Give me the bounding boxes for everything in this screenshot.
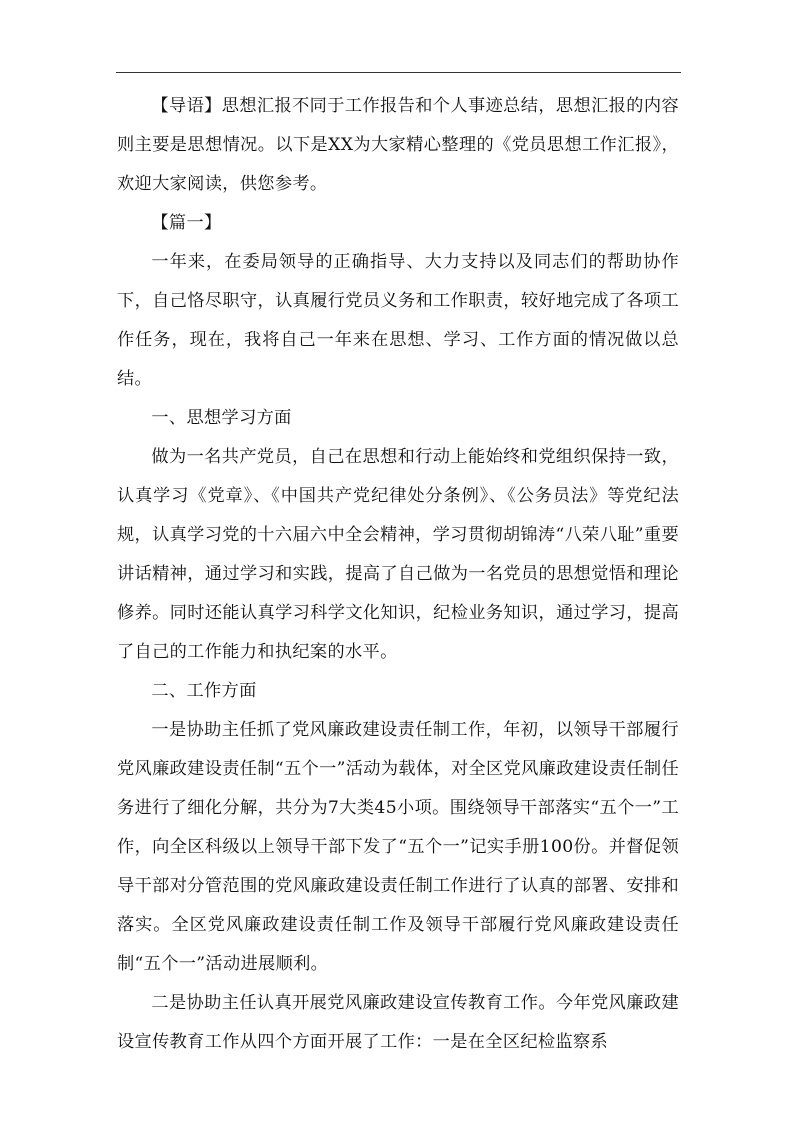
section-heading-work: 二、工作方面 bbox=[151, 681, 257, 701]
work-paragraph-one: 一是协助主任抓了党风廉政建设责任制工作，年初，以领导干部履行党风廉政建设责任制“五个一”活动为载体，对全区党风廉政建设责任制任务进行了细化分解，共分为7大类45小项。围绕领导干部落实“五个一”工作，向全区科级以上领导干部下发了“五个一”记实手册100份。并督促领导干部对分管范围的党风廉政建设责任制工作进行了认真的部署、安排和落实。全区党风廉政建设责任制工作及领导干部履行党风廉政建设责任制“五个一”活动进展顺利。 bbox=[117, 720, 679, 974]
section-heading-part-one: 【篇一】 bbox=[151, 213, 222, 233]
thought-study-paragraph: 做为一名共产党员，自己在思想和行动上能始终和党组织保持一致，认真学习《党章》、《中国共产党纪律处分条例》、《公务员法》等党纪法规，认真学习党的十六届六中全会精神，学习贯彻胡锦涛“八荣八耻”重要讲话精神，通过学习和实践，提高了自己做为一名党员的思想觉悟和理论修养。同时还能认真学习科学文化知识，纪检业务知识，通过学习，提高了自己的工作能力和执纪案的水平。 bbox=[117, 447, 679, 662]
work-paragraph-two: 二是协助主任认真开展党风廉政建设宣传教育工作。今年党风廉政建设宣传教育工作从四个方面开展了工作：一是在全区纪检监察系 bbox=[117, 993, 679, 1052]
summary-paragraph: 一年来，在委局领导的正确指导、大力支持以及同志们的帮助协作下，自己恪尽职守，认真履行党员义务和工作职责，较好地完成了各项工作任务，现在，我将自己一年来在思想、学习、工作方面的情况做以总结。 bbox=[117, 252, 679, 389]
section-heading-thought-study: 一、思想学习方面 bbox=[151, 408, 292, 428]
header-rule bbox=[116, 72, 681, 73]
document-body bbox=[117, 87, 679, 1062]
intro-paragraph: 【导语】思想汇报不同于工作报告和个人事迹总结，思想汇报的内容则主要是思想情况。以下是XX为大家精心整理的《党员思想工作汇报》，欢迎大家阅读，供您参考。 bbox=[117, 96, 679, 194]
